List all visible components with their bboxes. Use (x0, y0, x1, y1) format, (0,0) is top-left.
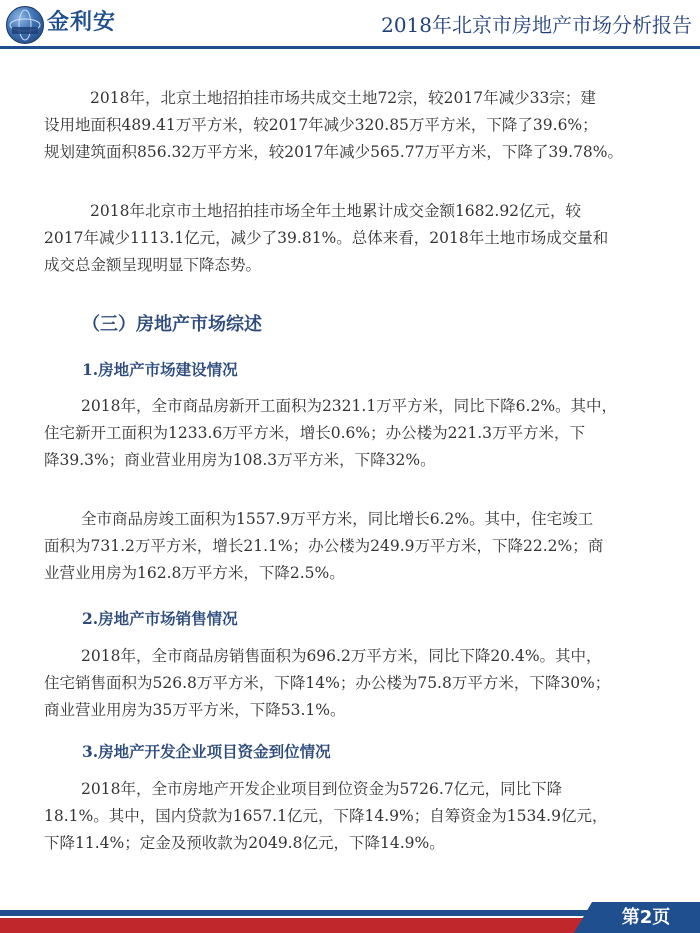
subsection-heading-funds: 3.房地产开发企业项目资金到位情况 (82, 742, 331, 761)
text-line: 设用地面积489.41万平方米，较2017年减少320.85万平方米，下降了39.6%； (44, 116, 598, 134)
text-line: 2017年减少1113.1亿元，减少了39.81%。总体来看，2018年土地市场成交量和 (44, 229, 609, 247)
text-line: 全市商品房竣工面积为1557.9万平方米，同比增长6.2%。其中，住宅竣工 (81, 510, 594, 528)
subsection-heading-sales: 2.房地产市场销售情况 (82, 609, 238, 628)
logo-globe-graphic (7, 7, 43, 43)
text-line: 2018年，全市房地产开发企业项目到位资金为5726.7亿元，同比下降 (81, 780, 563, 798)
text-line: 2018年北京市土地招拍挂市场全年土地累计成交金额1682.92亿元，较 (90, 202, 582, 220)
text-line: 成交总金额呈现明显下降态势。 (44, 256, 262, 274)
text-line: 2018年，全市商品房新开工面积为2321.1万平方米，同比下降6.2%。其中， (81, 397, 618, 415)
text-line: 2018年，北京土地招拍挂市场共成交土地72宗，较2017年减少33宗；建 (90, 89, 596, 107)
text-line: 住宅销售面积为526.8万平方米，下降14%；办公楼为75.8万平方米，下降30%； (44, 674, 611, 692)
text-line: 18.1%。其中，国内贷款为1657.1亿元，下降14.9%；自筹资金为1534.9亿元， (44, 807, 608, 825)
logo-globe-icon (6, 6, 44, 44)
text-line: 降39.3%；商业营业用房为108.3万平方米，下降32%。 (44, 451, 436, 469)
paragraph-construction-done (44, 506, 664, 587)
text-line: 2018年，全市商品房销售面积为696.2万平方米，同比下降20.4%。其中， (81, 647, 602, 665)
text-line: 业营业用房为162.8万平方米，下降2.5%。 (44, 564, 345, 582)
footer-red-bar (0, 916, 610, 933)
header-divider (0, 46, 700, 49)
text-line: 规划建筑面积856.32万平方米，较2017年减少565.77万平方米，下降了39.78%。 (44, 143, 624, 161)
paragraph-funds (44, 776, 664, 857)
page-header (0, 0, 700, 48)
paragraph-sales (44, 643, 664, 724)
paragraph-land-area (44, 85, 664, 166)
section-heading: （三）房地产市场综述 (82, 314, 262, 335)
page-number: 第2页 (592, 902, 700, 933)
text-line: 面积为731.2万平方米，增长21.1%；办公楼为249.9万平方米，下降22.2%；商 (44, 537, 604, 555)
report-title: 2018年北京市房地产市场分析报告 (381, 13, 692, 37)
subsection-heading-construction: 1.房地产市场建设情况 (82, 360, 238, 379)
text-line: 下降11.4%；定金及预收款为2049.8亿元，下降14.9%。 (44, 834, 445, 852)
paragraph-land-amount (44, 198, 664, 279)
text-line: 商业营业用房为35万平方米，下降53.1%。 (44, 701, 346, 719)
text-line: 住宅新开工面积为1233.6万平方米，增长0.6%；办公楼为221.3万平方米，下 (44, 424, 585, 442)
paragraph-construction-new (44, 393, 664, 474)
brand-name: 金利安 (47, 10, 117, 35)
